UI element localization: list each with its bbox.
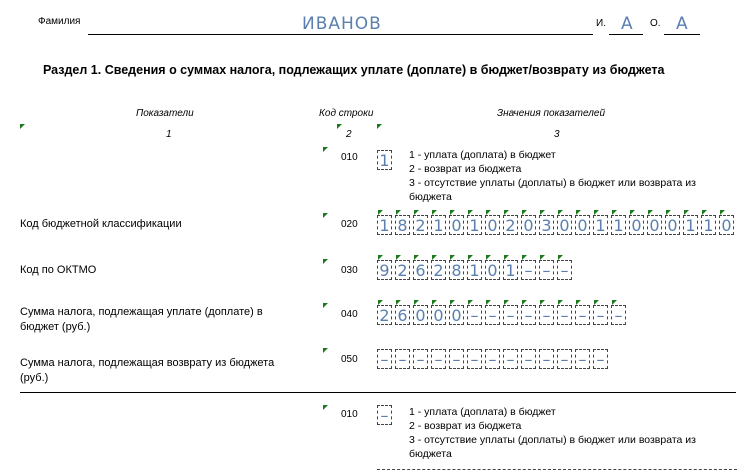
row-050-label-line: (руб.)	[20, 372, 49, 384]
input-cell[interactable]: 0	[413, 305, 428, 325]
corner-mark-icon	[450, 300, 455, 305]
input-cell[interactable]: 1	[611, 215, 626, 235]
option-line: 2 - возврат из бюджета	[409, 420, 522, 432]
row-020-label: Код бюджетной классификации	[20, 218, 182, 230]
input-cell[interactable]: –	[539, 305, 554, 325]
initial-o-field[interactable]	[664, 14, 700, 35]
corner-mark-icon	[323, 213, 328, 218]
option-line: бюджета	[409, 191, 452, 203]
input-cell[interactable]: –	[485, 349, 500, 369]
input-cell[interactable]: 1	[467, 260, 482, 280]
corner-mark-icon	[540, 300, 545, 305]
row-010-cells[interactable]	[377, 150, 395, 170]
corner-mark-icon	[594, 210, 599, 215]
input-cell[interactable]: 0	[575, 215, 590, 235]
surname-label: Фамилия	[38, 16, 81, 27]
row-010-options	[409, 148, 696, 204]
corner-mark-icon	[504, 300, 509, 305]
input-cell[interactable]: 2	[431, 260, 446, 280]
input-cell[interactable]: 0	[557, 215, 572, 235]
corner-mark-icon	[522, 300, 527, 305]
corner-mark-icon	[720, 210, 725, 215]
input-cell[interactable]: –	[431, 349, 446, 369]
corner-mark-icon	[337, 124, 342, 129]
input-cell[interactable]: 2	[377, 305, 392, 325]
corner-mark-icon	[504, 255, 509, 260]
row-040-label-line: Сумма налога, подлежащая уплате (доплате) в	[20, 306, 263, 318]
row-010-second-cells[interactable]	[377, 405, 395, 425]
line-code-040: 040	[341, 309, 358, 320]
input-cell[interactable]: 0	[449, 215, 464, 235]
input-cell[interactable]: 0	[485, 215, 500, 235]
corner-mark-icon	[432, 300, 437, 305]
input-cell[interactable]: –	[575, 305, 590, 325]
row-040-label	[20, 305, 263, 335]
input-cell[interactable]: 9	[377, 260, 392, 280]
column-number-2: 2	[346, 129, 352, 140]
corner-mark-icon	[20, 124, 25, 129]
corner-mark-icon	[558, 300, 563, 305]
input-cell[interactable]: –	[503, 305, 518, 325]
initial-i-field[interactable]	[609, 14, 643, 35]
corner-mark-icon	[323, 259, 328, 264]
input-cell[interactable]: 0	[665, 215, 680, 235]
corner-mark-icon	[414, 210, 419, 215]
input-cell[interactable]: 0	[647, 215, 662, 235]
corner-mark-icon	[414, 300, 419, 305]
input-cell[interactable]: 0	[431, 305, 446, 325]
corner-mark-icon	[468, 300, 473, 305]
corner-mark-icon	[576, 300, 581, 305]
line-code-030: 030	[341, 265, 358, 276]
initial-i-label: И.	[596, 18, 606, 29]
corner-mark-icon	[666, 210, 671, 215]
corner-mark-icon	[323, 405, 328, 410]
corner-mark-icon	[486, 255, 491, 260]
input-cell[interactable]: 0	[521, 215, 536, 235]
corner-mark-icon	[612, 210, 617, 215]
corner-mark-icon	[612, 300, 617, 305]
input-cell[interactable]: –	[521, 260, 536, 280]
corner-mark-icon	[486, 300, 491, 305]
input-cell[interactable]: –	[557, 260, 572, 280]
column-header-line-code: Код строки	[319, 108, 374, 119]
input-cell[interactable]: –	[557, 305, 572, 325]
input-cell[interactable]: 1	[467, 215, 482, 235]
input-cell[interactable]: –	[575, 349, 590, 369]
corner-mark-icon	[450, 255, 455, 260]
corner-mark-icon	[377, 124, 382, 129]
input-cell[interactable]: 3	[539, 215, 554, 235]
input-cell[interactable]: –	[539, 260, 554, 280]
line-code-020: 020	[341, 219, 358, 230]
input-cell[interactable]: –	[449, 349, 464, 369]
surname-field[interactable]	[88, 14, 593, 35]
column-header-values: Значения показателей	[497, 108, 606, 119]
input-cell[interactable]: 0	[629, 215, 644, 235]
initial-o-value: А	[676, 14, 688, 34]
row-040-label-line: бюджет (руб.)	[20, 321, 91, 333]
line-code-050: 050	[341, 354, 358, 365]
input-cell[interactable]: 1	[593, 215, 608, 235]
corner-mark-icon	[323, 348, 328, 353]
row-040-cells[interactable]	[377, 305, 629, 325]
corner-mark-icon	[432, 210, 437, 215]
row-020-cells[interactable]	[377, 215, 737, 235]
input-cell[interactable]: –	[557, 349, 572, 369]
corner-mark-icon	[414, 255, 419, 260]
input-cell[interactable]: –	[539, 349, 554, 369]
input-cell[interactable]: 0	[719, 215, 734, 235]
input-cell[interactable]: –	[521, 305, 536, 325]
input-cell[interactable]: 1	[377, 215, 392, 235]
corner-mark-icon	[378, 210, 383, 215]
input-cell[interactable]: –	[611, 305, 626, 325]
input-cell[interactable]: –	[413, 349, 428, 369]
line-code-010: 010	[341, 152, 358, 163]
input-cell[interactable]: –	[395, 349, 410, 369]
corner-mark-icon	[522, 255, 527, 260]
row-030-cells[interactable]	[377, 260, 575, 280]
section-divider	[20, 392, 736, 393]
row-030-label: Код по ОКТМО	[20, 264, 97, 276]
corner-mark-icon	[594, 300, 599, 305]
input-cell[interactable]: 1	[683, 215, 698, 235]
input-cell[interactable]: 1	[701, 215, 716, 235]
row-010-second-options	[409, 405, 696, 461]
column-number-3: 3	[554, 129, 560, 140]
input-cell[interactable]: –	[593, 305, 608, 325]
corner-mark-icon	[378, 300, 383, 305]
corner-mark-icon	[378, 255, 383, 260]
corner-mark-icon	[522, 210, 527, 215]
corner-mark-icon	[648, 210, 653, 215]
input-cell[interactable]: –	[467, 349, 482, 369]
next-row-cells-edge	[377, 469, 737, 470]
corner-mark-icon	[396, 210, 401, 215]
corner-mark-icon	[576, 210, 581, 215]
row-050-label-line: Сумма налога, подлежащая возврату из бюджета	[20, 357, 275, 369]
corner-mark-icon	[558, 210, 563, 215]
input-cell[interactable]: 6	[395, 305, 410, 325]
input-cell[interactable]: 2	[413, 215, 428, 235]
input-cell[interactable]: 8	[395, 215, 410, 235]
input-cell[interactable]: 0	[449, 305, 464, 325]
initial-o-label: О.	[650, 18, 661, 29]
row-050-cells[interactable]	[377, 349, 611, 369]
input-cell[interactable]: 1	[503, 260, 518, 280]
input-cell[interactable]: 6	[413, 260, 428, 280]
input-cell[interactable]: –	[593, 349, 608, 369]
row-050-label	[20, 356, 274, 386]
corner-mark-icon	[558, 255, 563, 260]
corner-mark-icon	[540, 210, 545, 215]
input-cell[interactable]: –	[467, 305, 482, 325]
input-cell[interactable]: –	[485, 305, 500, 325]
input-cell[interactable]: –	[503, 349, 518, 369]
corner-mark-icon	[702, 210, 707, 215]
input-cell[interactable]: –	[521, 349, 536, 369]
input-cell[interactable]: 1	[431, 215, 446, 235]
input-cell[interactable]: 0	[485, 260, 500, 280]
column-number-1: 1	[166, 129, 172, 140]
input-cell[interactable]: 8	[449, 260, 464, 280]
input-cell[interactable]: 1	[377, 150, 392, 170]
line-code-010-second: 010	[341, 409, 358, 420]
input-cell[interactable]: –	[377, 349, 392, 369]
corner-mark-icon	[396, 255, 401, 260]
corner-mark-icon	[504, 210, 509, 215]
section-title: Раздел 1. Сведения о суммах налога, подлежащих уплате (доплате) в бюджет/возврату из бюджета	[43, 63, 665, 77]
input-cell[interactable]: 2	[503, 215, 518, 235]
corner-mark-icon	[468, 210, 473, 215]
corner-mark-icon	[396, 300, 401, 305]
surname-value: ИВАНОВ	[302, 14, 382, 34]
corner-mark-icon	[323, 303, 328, 308]
corner-mark-icon	[468, 255, 473, 260]
option-line: 3 - отсутствие уплаты (доплаты) в бюджет или возврата из	[409, 434, 696, 446]
corner-mark-icon	[486, 210, 491, 215]
corner-mark-icon	[432, 255, 437, 260]
option-line: бюджета	[409, 448, 452, 460]
option-line: 1 - уплата (доплата) в бюджет	[409, 149, 556, 161]
option-line: 1 - уплата (доплата) в бюджет	[409, 406, 556, 418]
initial-i-value: А	[621, 14, 633, 34]
corner-mark-icon	[540, 255, 545, 260]
input-cell[interactable]: 2	[395, 260, 410, 280]
corner-mark-icon	[630, 210, 635, 215]
input-cell[interactable]: –	[377, 405, 392, 425]
corner-mark-icon	[450, 210, 455, 215]
column-header-indicators: Показатели	[136, 108, 194, 119]
option-line: 2 - возврат из бюджета	[409, 163, 522, 175]
option-line: 3 - отсутствие уплаты (доплаты) в бюджет или возврата из	[409, 177, 696, 189]
corner-mark-icon	[684, 210, 689, 215]
corner-mark-icon	[323, 147, 328, 152]
